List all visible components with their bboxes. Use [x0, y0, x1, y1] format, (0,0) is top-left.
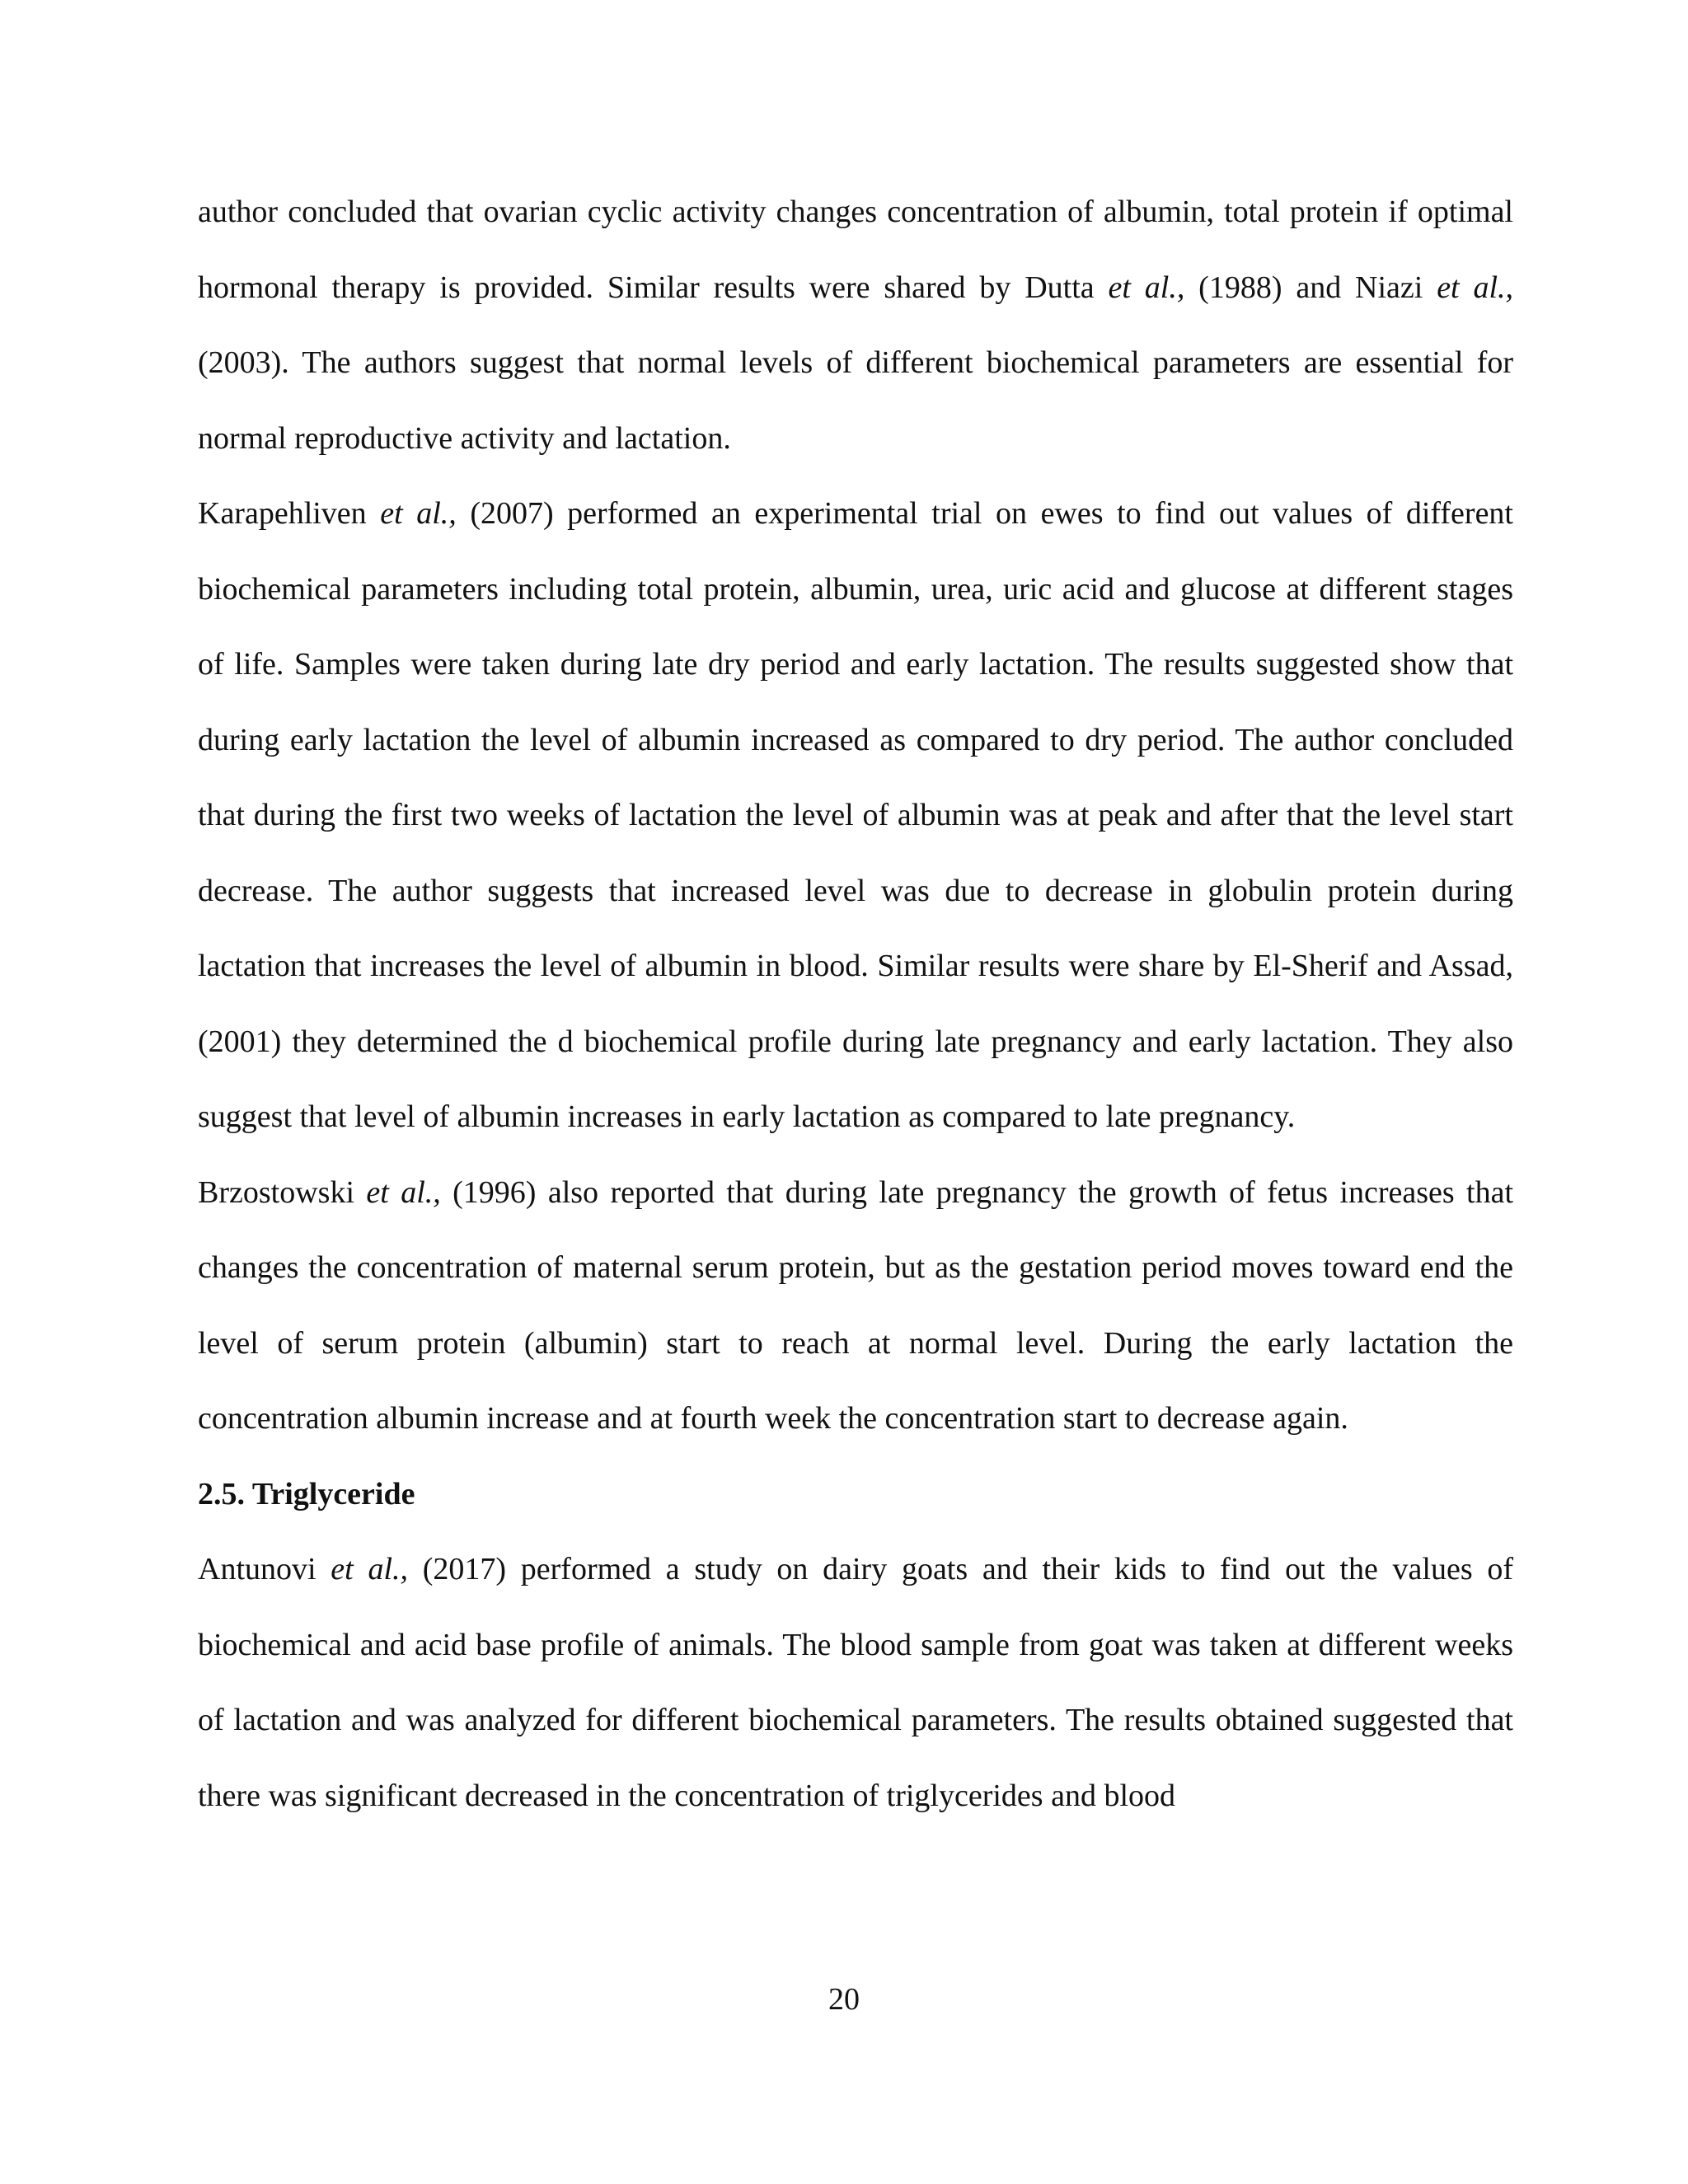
citation-italic: et al.,: [366, 1174, 441, 1210]
text-run: Karapehliven: [198, 496, 381, 531]
text-run: author concluded that ovarian cyclic activity changes concentration of albumin, total protein if optimal hormonal therapy is provided. Similar results were shared by Dutta: [198, 194, 1513, 305]
text-run: Antunovi: [198, 1552, 331, 1586]
text-run: Brzostowski: [198, 1174, 367, 1210]
text-run: (2017) performed a study on dairy goats and their kids to find out the values of biochemical and acid base profile of animals. The blood sample from goat was taken at different weeks of lactation and was analyzed for different biochemical parameters. The results obtained suggested that there was significant decreased in the concentration of triglycerides and blood: [198, 1552, 1514, 1813]
citation-italic: et al.,: [1437, 269, 1514, 305]
text-run: (1996) also reported that during late pregnancy the growth of fetus increases that changes the concentration of maternal serum protein, but as the gestation period moves toward end the level of serum protein (albumin) start to reach at normal level. During the early lactation the concentration albumin increase and at fourth week the concentration start to decrease again.: [198, 1174, 1514, 1436]
paragraph-1: [198, 175, 1513, 476]
body-text: [198, 175, 1513, 1834]
citation-italic: et al.,: [331, 1552, 409, 1586]
citation-italic: et al.,: [1108, 269, 1185, 305]
text-run: (2007) performed an experimental trial on ewes to find out values of different biochemical parameters including total protein, albumin, urea, uric acid and glucose at different stages of life. Samples were taken during late dry period and early lactation. The results suggested show that during early lactation the level of albumin increased as compared to dry period. The author concluded that during the first two weeks of lactation the level of albumin was at peak and after that the level start decrease. The author suggests that increased level was due to decrease in globulin protein during lactation that increases the level of albumin in blood. Similar results were share by El-Sherif and Assad, (2001) they determined the d biochemical profile during late pregnancy and early lactation. They also suggest that level of albumin increases in early lactation as compared to late pregnancy.: [198, 496, 1513, 1134]
text-run: (1988) and Niazi: [1184, 269, 1437, 305]
paragraph-4: [198, 1532, 1513, 1834]
paragraph-2: [198, 476, 1513, 1155]
citation-italic: et al.,: [380, 496, 457, 531]
section-heading: 2.5. Triglyceride: [198, 1476, 415, 1511]
text-run: (2003). The authors suggest that normal levels of different biochemical parameters are essential for normal reproductive activity and lactation.: [198, 345, 1513, 456]
page-number: 20: [828, 1982, 860, 2017]
paragraph-3: [198, 1155, 1513, 1457]
